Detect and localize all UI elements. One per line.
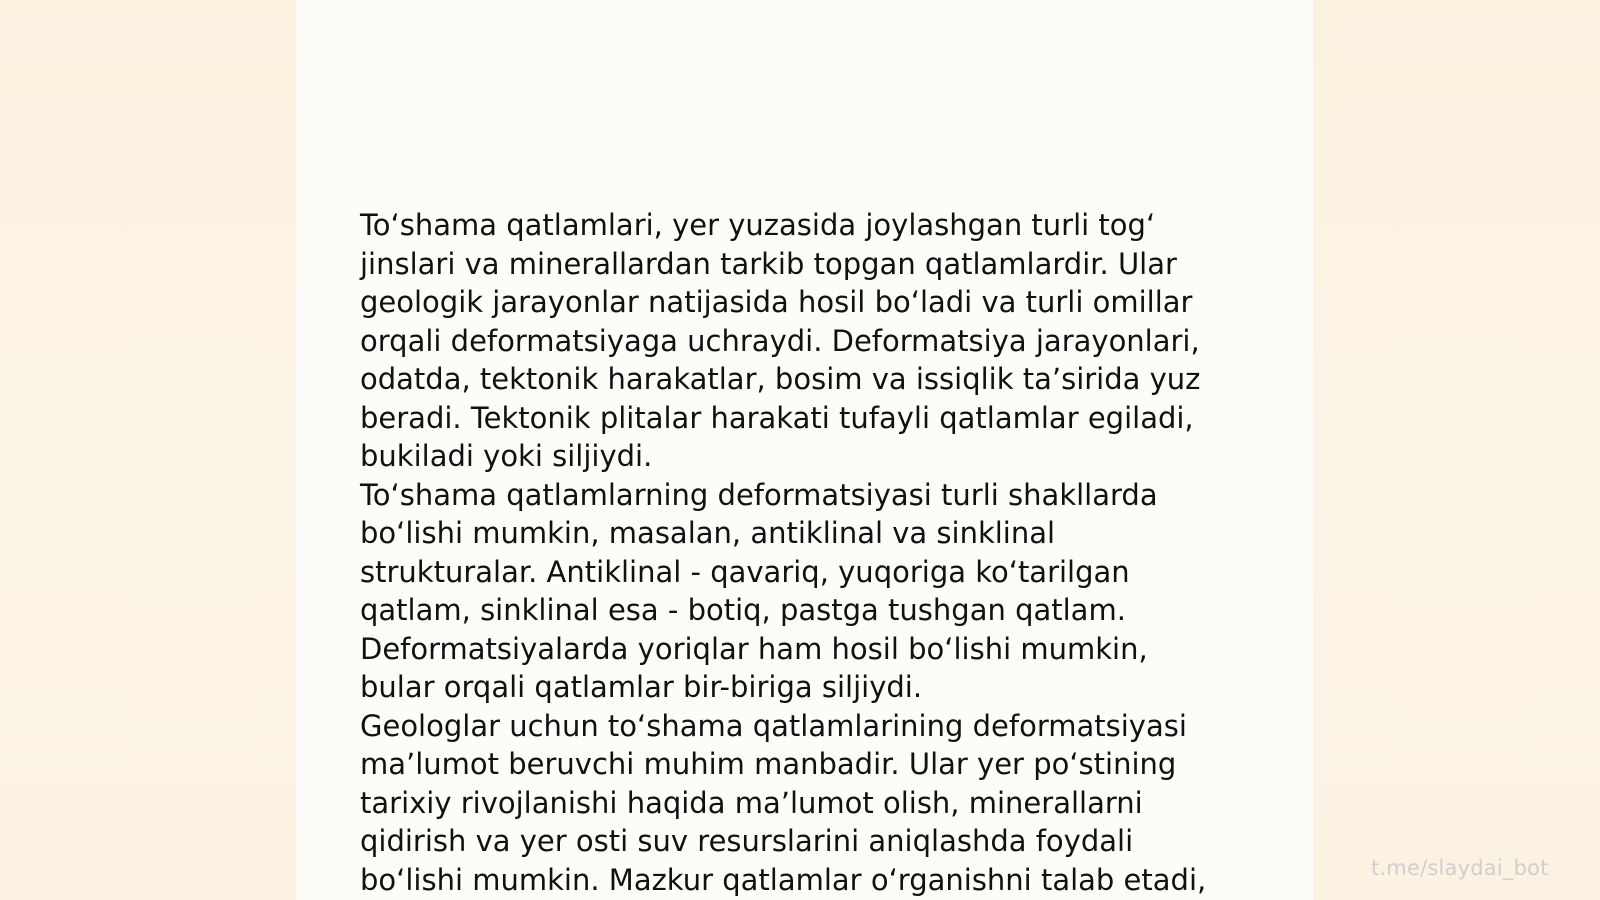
text-line: beradi. Tektonik plitalar harakati tufayli qatlamlar egiladi, xyxy=(360,400,1194,435)
left-background-margin xyxy=(0,0,296,900)
text-line: geologik jarayonlar natijasida hosil bo‘ladi va turli omillar xyxy=(360,285,1193,319)
text-line: To‘shama qatlamlari, yer yuzasida joylashgan turli tog‘ xyxy=(360,208,1156,242)
text-line: orqali deformatsiyaga uchraydi. Deformatsiya jarayonlari, xyxy=(360,323,1200,358)
right-background-margin xyxy=(1313,0,1600,900)
text-line: bo‘lishi mumkin. Mazkur qatlamlar o‘rganishni talab etadi, xyxy=(360,862,1207,897)
text-line: Deformatsiyalarda yoriqlar ham hosil bo‘lishi mumkin, xyxy=(360,631,1148,666)
text-line: jinslari va minerallardan tarkib topgan qatlamlardir. Ular xyxy=(360,246,1177,281)
slide-body-text xyxy=(360,206,1240,899)
text-line: To‘shama qatlamlarning deformatsiyasi turli shakllarda xyxy=(360,477,1158,512)
text-line: qidirish va yer osti suv resurslarini aniqlashda foydali xyxy=(360,824,1134,858)
text-line: odatda, tektonik harakatlar, bosim va issiqlik ta’sirida yuz xyxy=(360,362,1201,396)
text-line: bukiladi yoki siljiydi. xyxy=(360,439,653,473)
text-line: qatlam, sinklinal esa - botiq, pastga tushgan qatlam. xyxy=(360,593,1126,627)
text-line: strukturalar. Antiklinal - qavariq, yuqoriga ko‘tarilgan xyxy=(360,554,1130,589)
watermark-link: t.me/slaydai_bot xyxy=(1371,856,1549,880)
text-line: tarixiy rivojlanishi haqida ma’lumot olish, minerallarni xyxy=(360,785,1143,820)
text-line: bo‘lishi mumkin, masalan, antiklinal va sinklinal xyxy=(360,516,1056,550)
text-line: Geologlar uchun to‘shama qatlamlarining deformatsiyasi xyxy=(360,708,1187,743)
text-line: ma’lumot beruvchi muhim manbadir. Ular yer po‘stining xyxy=(360,747,1177,781)
text-line: bular orqali qatlamlar bir-biriga siljiydi. xyxy=(360,670,923,704)
